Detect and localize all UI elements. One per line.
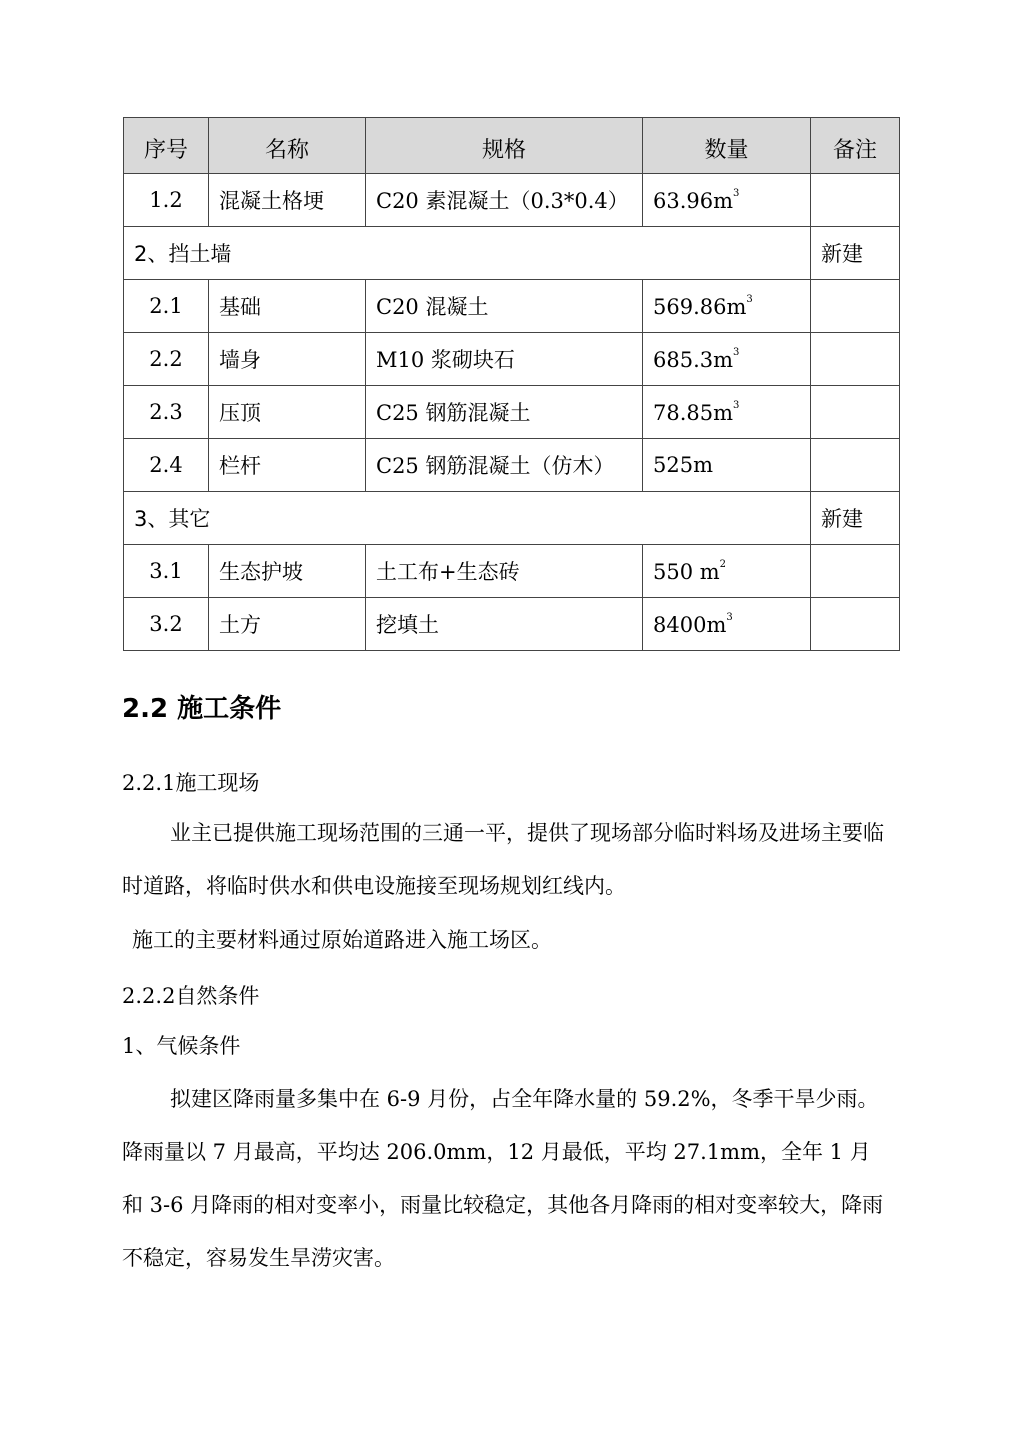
group-title: 3、其它	[124, 492, 811, 545]
cell-note	[811, 545, 900, 598]
cell-qty: $569.86m^3$	[643, 280, 811, 333]
table-row	[124, 174, 900, 227]
subsection-number: 2.2.2	[122, 984, 176, 1008]
cell-qty: $8400m^3$	[643, 598, 811, 651]
subsection-number: 2.2.1	[122, 771, 176, 795]
cell-no: 2.1	[124, 280, 209, 333]
cell-qty: $685.3m^3$	[643, 333, 811, 386]
cell-name: 生态护坡	[209, 545, 366, 598]
table-row	[124, 545, 900, 598]
cell-name: 土方	[209, 598, 366, 651]
cell-note	[811, 598, 900, 651]
cell-qty: 525m	[643, 439, 811, 492]
cell-note	[811, 174, 900, 227]
cell-qty: $78.85m^3$	[643, 386, 811, 439]
cell-no: 3.2	[124, 598, 209, 651]
cell-no: 2.3	[124, 386, 209, 439]
cell-no: 3.1	[124, 545, 209, 598]
cell-note	[811, 439, 900, 492]
paragraph-climate: 拟建区降雨量多集中在 6-9 月份，占全年降水量的 59.2%，冬季干旱少雨。降雨量以 7 月最高，平均达 206.0mm，12 月最低，平均 27.1mm，全年 1 月和 3-6 月降雨的相对变率小，雨量比较稳定，其他各月降雨的相对变率较大，降雨不稳定，容易发生旱涝灾害。	[122, 1087, 884, 1270]
cell-qty: 550 $m^2$	[643, 545, 811, 598]
group-title: 2、挡土墙	[124, 227, 811, 280]
cell-name: 墙身	[209, 333, 366, 386]
subsection-title-site	[122, 767, 259, 797]
cell-note	[811, 333, 900, 386]
cell-no: 1.2	[124, 174, 209, 227]
header-spec: 规格	[366, 118, 643, 174]
header-no: 序号	[124, 118, 209, 174]
section-title: 2.2 施工条件	[122, 694, 282, 724]
table-row	[124, 386, 900, 439]
cell-name: 基础	[209, 280, 366, 333]
cell-spec: C25 钢筋混凝土（仿木）	[366, 439, 643, 492]
header-qty: 数量	[643, 118, 811, 174]
cell-spec: C25 钢筋混凝土	[366, 386, 643, 439]
paragraph-materials: 施工的主要材料通过原始道路进入施工场区。	[132, 928, 552, 952]
cell-name: 压顶	[209, 386, 366, 439]
cell-spec: 挖填土	[366, 598, 643, 651]
cell-name: 混凝土格埂	[209, 174, 366, 227]
table-row	[124, 333, 900, 386]
cell-qty: $63.96m^3$	[643, 174, 811, 227]
cell-name: 栏杆	[209, 439, 366, 492]
cell-note	[811, 280, 900, 333]
group-note: 新建	[811, 227, 900, 280]
header-name: 名称	[209, 118, 366, 174]
cell-spec: M10 浆砌块石	[366, 333, 643, 386]
table-row	[124, 598, 900, 651]
table-row	[124, 280, 900, 333]
subsection-text: 施工现场	[175, 771, 260, 795]
table-group-row	[124, 492, 900, 545]
subsection-text: 自然条件	[175, 984, 260, 1008]
group-note: 新建	[811, 492, 900, 545]
table-group-row	[124, 227, 900, 280]
cell-spec: C20 混凝土	[366, 280, 643, 333]
cell-no: 2.4	[124, 439, 209, 492]
climate-heading: 1、气候条件	[122, 1034, 241, 1058]
cell-spec: 土工布+生态砖	[366, 545, 643, 598]
cell-no: 2.2	[124, 333, 209, 386]
subsection-title-nature	[122, 980, 259, 1010]
paragraph-site: 业主已提供施工现场范围的三通一平，提供了现场部分临时料场及进场主要临时道路，将临时供水和供电设施接至现场规划红线内。	[122, 821, 884, 898]
quantity-table	[123, 117, 900, 651]
cell-spec: C20 素混凝土（0.3*0.4）	[366, 174, 643, 227]
cell-note	[811, 386, 900, 439]
header-note: 备注	[811, 118, 900, 174]
table-header-row	[124, 118, 900, 174]
table-row	[124, 439, 900, 492]
